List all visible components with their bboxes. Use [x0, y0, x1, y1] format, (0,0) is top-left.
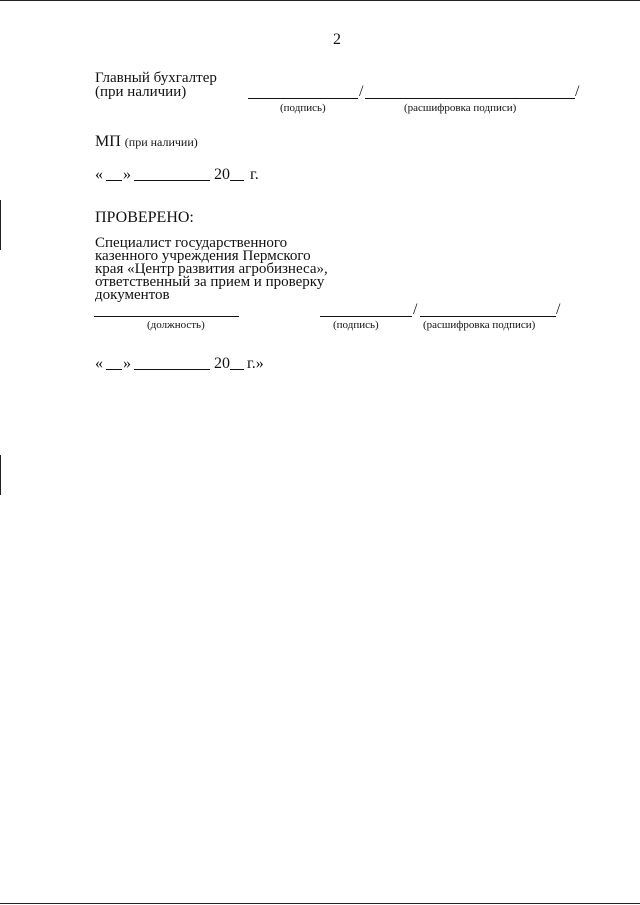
- separator-slash: /: [575, 83, 580, 100]
- verified-decoding-line: [420, 316, 556, 317]
- date-year-prefix: 20: [214, 355, 230, 372]
- specialist-line-2: казенного учреждения Пермского: [95, 248, 311, 264]
- date-year-suffix: г.: [250, 166, 259, 183]
- chief-signature-caption: (подпись): [280, 102, 326, 114]
- separator-slash: /: [359, 83, 364, 100]
- verified-signature-caption: (подпись): [333, 319, 379, 331]
- date-year-blank: [230, 180, 244, 181]
- chief-signature-line: [248, 98, 358, 99]
- position-caption: (должность): [147, 319, 205, 331]
- specialist-line-1: Специалист государственного: [95, 235, 288, 251]
- seal-label: МП: [95, 133, 121, 150]
- date-open-quote: «: [95, 355, 103, 372]
- date-day-blank: [106, 180, 122, 181]
- separator-slash: /: [556, 301, 561, 318]
- chief-accountant-title: Главный бухгалтер: [95, 70, 217, 86]
- date-day-blank: [106, 369, 122, 370]
- verified-signature-line: [320, 316, 412, 317]
- scan-top-edge: [0, 0, 640, 1]
- date-close-quote: »: [123, 166, 131, 183]
- date-year-blank: [230, 369, 244, 370]
- verified-heading: ПРОВЕРЕНО:: [95, 209, 194, 226]
- specialist-line-4: ответственный за прием и проверку: [95, 274, 325, 290]
- date-close-quote: »: [123, 355, 131, 372]
- scan-left-edge: [0, 200, 1, 250]
- scan-left-edge: [0, 455, 1, 495]
- date-month-blank: [134, 369, 210, 370]
- chief-decoding-line: [365, 98, 575, 99]
- separator-slash: /: [413, 301, 418, 318]
- scan-bottom-edge: [0, 903, 640, 904]
- seal-line: [95, 133, 198, 151]
- date-open-quote: «: [95, 166, 103, 183]
- specialist-line-3: края «Центр развития агробизнеса»,: [95, 261, 328, 277]
- specialist-line-5: документов: [95, 287, 170, 303]
- chief-decoding-caption: (расшифровка подписи): [404, 102, 517, 114]
- verified-decoding-caption: (расшифровка подписи): [423, 319, 536, 331]
- position-line: [94, 316, 239, 317]
- date-year-prefix: 20: [214, 166, 230, 183]
- seal-note: (при наличии): [124, 135, 198, 149]
- chief-accountant-note: (при наличии): [95, 84, 187, 100]
- date-year-suffix: г.»: [247, 355, 264, 372]
- page-number: 2: [333, 31, 341, 48]
- date-month-blank: [134, 180, 210, 181]
